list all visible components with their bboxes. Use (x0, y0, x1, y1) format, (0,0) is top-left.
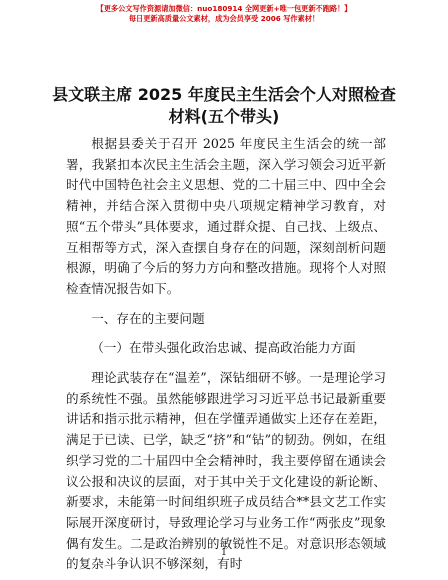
promo-banner (0, 4, 448, 24)
promo-banner-line1: 【更多公文写作资源请加微信：nuo180914 全网更新+唯一包更新不跑路！】 (96, 4, 352, 13)
promo-banner-line2: 每日更新高质量公文素材，成为会员享受 2006 写作素材！ (128, 14, 320, 23)
section-heading: 一、存在的主要问题 (91, 310, 205, 326)
document-title (40, 84, 408, 128)
document-body (66, 134, 386, 575)
intro-paragraph: 根据县委关于召开 2025 年度民主生活会的统一部署，我紧扣本次民主生活会主题，深入学习领会习近平新时代中国特色社会主义思想、党的二十届三中、四中全会精神，并结合深入贯彻中央八项规定精神学习教育，对照“五个带头”具体要求，通过群众提、自己找、上级点、互相帮等方式，深入查摆自身存在的问题，深刻剖析问题根源，明确了今后的努力方向和整改措施。现将个人对照检查情况报告如下。 (66, 136, 386, 296)
document-title-line1: 县文联主席 2025 年度民主生活会个人对照检查 (52, 85, 396, 104)
document-title-line2: 材料(五个带头) (168, 107, 280, 126)
subsection-heading: （一）在带头强化政治忠诚、提高政治能力方面 (91, 340, 356, 356)
body-paragraph: 理论武装存在“温差”，深钻细研不够。一是理论学习的系统性不强。虽然能够跟进学习习近平总书记最新重要讲话和指示批示精神，但在学懂弄通做实上还存在差距，满足于已读、已学，缺乏“挤”和“钻”的韧劲。例如，在组织学习党的二十届四中全会精神时，我主要停留在通读会议公报和决议的层面，对于其中关于文化建设的新论断、新要求，未能第一时间组织班子成员结合**县文艺工作实际展开深度研讨，导致理论学习与业务工作“两张皮”现象偶有发生。二是政治辨别的敏锐性不足。对意识形态领域的复杂斗争认识不够深刻，有时 (66, 370, 386, 572)
page-number: 1 (221, 548, 227, 558)
